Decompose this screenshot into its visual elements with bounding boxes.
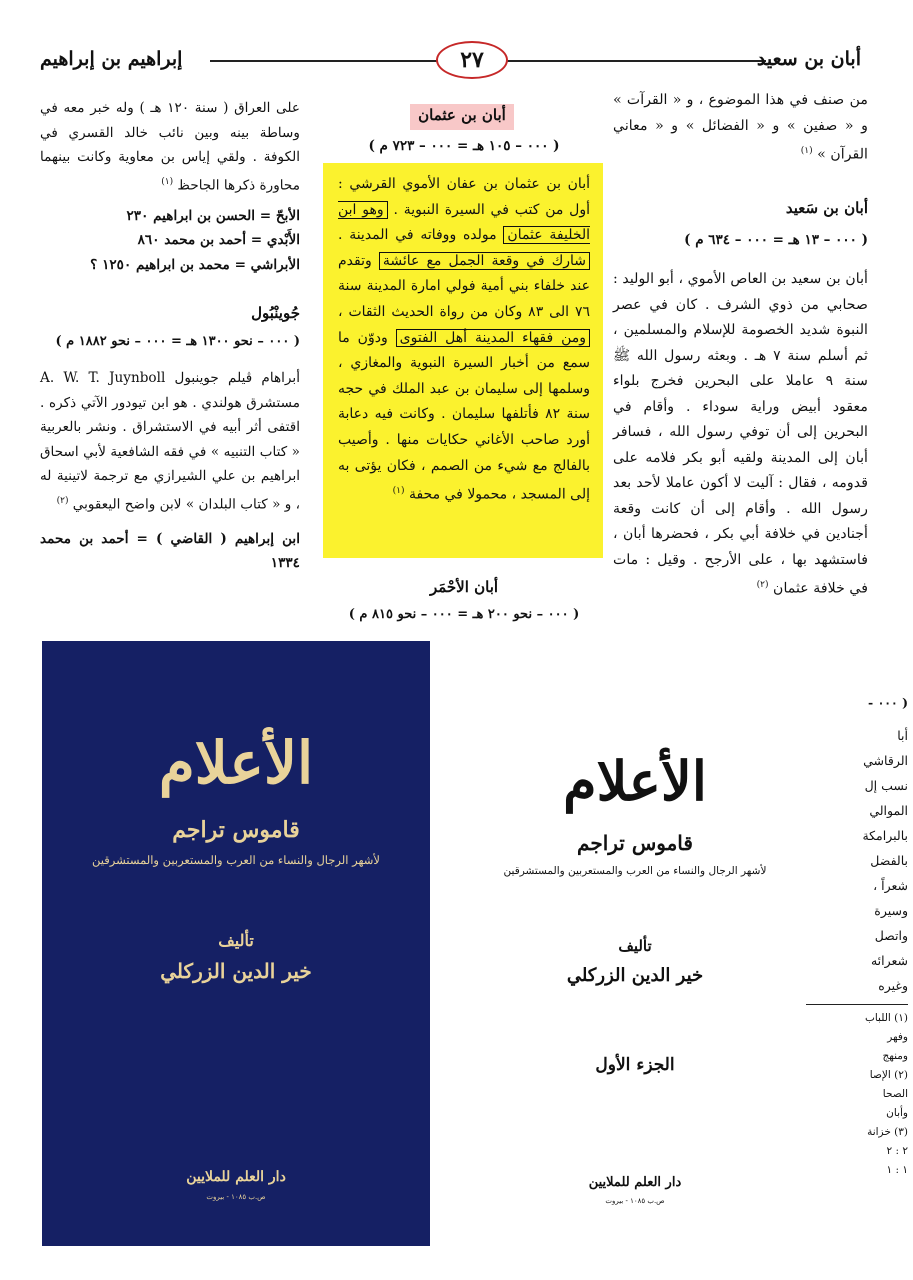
fragment-note: وأبان [886,1107,908,1119]
entry-body-juynboll-text: أبراهام ڤيلم جوينبول A. W. T. Juynboll مستشرق هولندي . هو ابن تيودور الآتي ذكره . اقتفى أثر أبيه في الاستشراق . ونشر بالعربية « كتاب التنبيه » في فقه الشافعية لأبي اسحاق ابراهيم بن علي الشيرازي مع ترجمة لاتينية له ، و « كتاب البلدان » لابن واضح اليعقوبي [40,370,300,513]
body-line: القرشي : أول من كتب في السيرة النبوية . [338,176,590,218]
boxed-phrase-battle-camel: شارك في وقعة الجمل مع عائشة [379,252,590,270]
fragment-notes [806,1009,908,1180]
fragment-line: بالفضل [870,853,908,868]
cover-subtitle: قاموس تراجم [577,831,693,855]
entry-dates-aban-ahmar: ( ٠٠٠ – نحو ٢٠٠ هـ = ٠٠٠ – نحو ٨١٥ م ) [348,607,580,622]
body-line: فكان يؤتى به إلى المسجد ، محمولا في [338,457,590,503]
cover-author: خير الدين الزركلي [566,965,704,986]
fragment-line: واتصل [874,928,908,943]
right-intro [613,88,868,168]
header-right-title: أبان بن سعيد [756,48,861,70]
cover-publisher-info: ص.ب ١٠٨٥ - بيروت [605,1197,665,1205]
boxed-phrase-son-of-caliph: وهو ابن الخليفة عثمان [338,201,591,244]
body-line: ودوّن ما سمع من أخبار السيرة النبوية [338,329,590,372]
cover-subtitle: قاموس تراجم [172,817,300,843]
left-intro [40,96,300,198]
entry-body-aban-saeed [613,267,868,602]
entry-body-aban-othman [338,172,590,508]
cover-description: لأشهر الرجال والنساء من العرب والمستعربين والمستشرقين [92,853,380,867]
body-line: مولده ووفاته في [395,227,497,244]
body-line: منها . وأصيب بالفالج مع شيء من الصمم ، [338,431,591,474]
entry-title-aban-othman: أبان بن عثمان [418,106,506,124]
cover-publisher: دار العلم للملايين [588,1175,682,1190]
right-intro-text: من صنف في هذا الموضوع ، و « القرآت » و « صفين » و « الفضائل » و « معاني القرآن » [613,92,868,163]
fragment-line: شعرائه [870,953,908,968]
fragment-line: الرقاشي [863,753,908,768]
dark-book-cover [42,641,430,1246]
body-line: في حجه سنة ٨٢ فأتلفها سليمان . وكانت [338,380,591,423]
left-intro-text: على العراق ( سنة ١٢٠ هـ ) وله خبر معه في وساطة بينه وبين نائب خالد القسري في الكوفة . ولقي إياس بن معاوية وكانت بينهما محاورة ذكرها الجاحظ [40,100,300,194]
fragment-note: ومنهج [882,1050,908,1062]
fragment-note: (١) اللباب [864,1012,908,1024]
fragment-line: نسب إل [864,778,908,793]
right-page-fragment [806,690,908,1180]
fragment-note: (٢) الإصا [869,1069,908,1081]
left-column [40,96,300,576]
fragment-line: بالبرامكة [862,828,908,843]
right-intro-note: (١) [800,146,813,156]
body-line: المدينة . [338,227,389,244]
cross-reference: الأَبْدي = أحمد بن محمد ٨٦٠ [137,232,300,249]
fragment-line: الموالي [869,803,908,818]
entry-title-aban-saeed: أبان بن سَعيد [785,199,868,218]
entry-dates-juynboll: ( ٠٠٠ – نحو ١٣٠٠ هـ = ٠٠٠ – نحو ١٨٨٢ م ) [55,333,300,349]
cross-reference: الأبحّ = الحسن بن ابراهيم ٢٣٠ [126,207,300,224]
entry-body-aban-saeed-note: (٢) [756,580,769,591]
fragment-dates: ( ٠٠٠ - [868,695,908,710]
fragment-note: ٢ : ٢ [886,1145,908,1157]
body-line: الثقات ، [338,303,386,320]
cross-references [40,204,300,278]
fragment-note: (٣) خزانة [867,1126,908,1138]
fragment-line: وغيره [878,978,908,993]
page-number [436,41,508,79]
fragment-note: وفهر [887,1031,908,1043]
fragment-line: وسيرة [874,903,908,918]
cover-publisher-info: ص.ب ١٠٨٥ - بيروت [206,1193,266,1201]
body-line: والمغازي ، وسلمها إلى سليمان بن عبد الملك [338,355,590,397]
fragment-divider [806,1004,908,1005]
cover-author-label: تأليف [618,937,652,955]
entry-body-juynboll [40,366,300,517]
cover-author: خير الدين الزركلي [160,959,312,983]
entry-dates-aban-saeed: ( ٠٠٠ – ١٣ هـ = ٠٠٠ – ٦٣٤ م ) [684,231,868,248]
entry-dates-aban-othman: ( ٠٠٠ – ١٠٥ هـ = ٠٠٠ – ٧٢٣ م ) [368,138,560,154]
fragment-note: الصحا [882,1088,908,1100]
entry-body-aban-saeed-text: أبان بن سعيد بن العاص الأموي ، أبو الوليد : صحابي من ذوي الشرف . كان في عصر النبوة شديد الخصومة للإسلام والمسلمين ، ثم أسلم سنة ٧ هـ . وبعثه رسول الله ﷺ سنة ٩ عاملا على البحرين فخرج بلواء معقود أبيض وراية سوداء . وأقام في البحرين إلى أن توفي رسول الله ، فسافر أبان إلى المدينة ولقيه أبو بكر فلامه على قدومه ، فقال : آليت لا أكون عاملا لأحد بعد رسول الله . وأقام إلى أن كانت وقعة أجنادين في خلافة أبي بكر ، فحضرها أبان ، فاستشهد بها ، على الأرجح . وقيل : مات في خلافة عثمان [613,271,868,597]
cover-publisher: دار العلم للملايين [186,1169,286,1185]
entry-body-juynboll-note: (٢) [56,495,69,506]
cross-reference: الأبراشي = محمد بن ابراهيم ١٢٥٠ ؟ [90,256,300,273]
fragment-note: ١ : ١ [886,1164,908,1176]
header-rule-left [210,60,438,62]
entry-title-aban-ahmar: أبان الأحْمَر [429,578,499,596]
boxed-phrase-jurists: ومن فقهاء المدينة أهل الفتوى [396,329,590,347]
body-note: (١) [392,486,405,497]
body-line: محفة [408,486,441,503]
cover-volume: الجزء الأول [595,1055,675,1075]
header-left-title: إبراهيم بن إبراهيم [40,48,183,70]
cover-title: الأعلام [158,729,314,797]
header-rule-right [506,60,766,62]
right-column [613,88,868,602]
left-intro-note: (١) [161,176,174,187]
cover-title: الأعلام [563,749,707,813]
page-number-text: ٢٧ [460,47,484,73]
last-cross-reference: ابن إبراهيم ( القاضي ) = أحمد بن محمد ١٣٣٤ [40,530,300,572]
entry-title-juynboll: جُوينْبُول [251,304,300,323]
fragment-line: شعراً ، [873,878,908,893]
cover-author-label: تأليف [218,931,254,950]
light-book-cover [470,641,800,1246]
body-line: أبان بن عثمان بن عفان الأموي [402,176,590,192]
body-line: وتقدم عند خلفاء بني أمية فولي امارة المدينة [338,252,590,295]
body-line: سنة ٧٦ الى ٨٣ وكان من رواة الحديث [338,278,590,320]
body-line: فيه دعابة أورد صاحب الأغاني حكايات [338,406,591,448]
cover-description: لأشهر الرجال والنساء من العرب والمستعربين والمستشرقين [503,865,767,877]
fragment-line: أبا [897,728,908,743]
